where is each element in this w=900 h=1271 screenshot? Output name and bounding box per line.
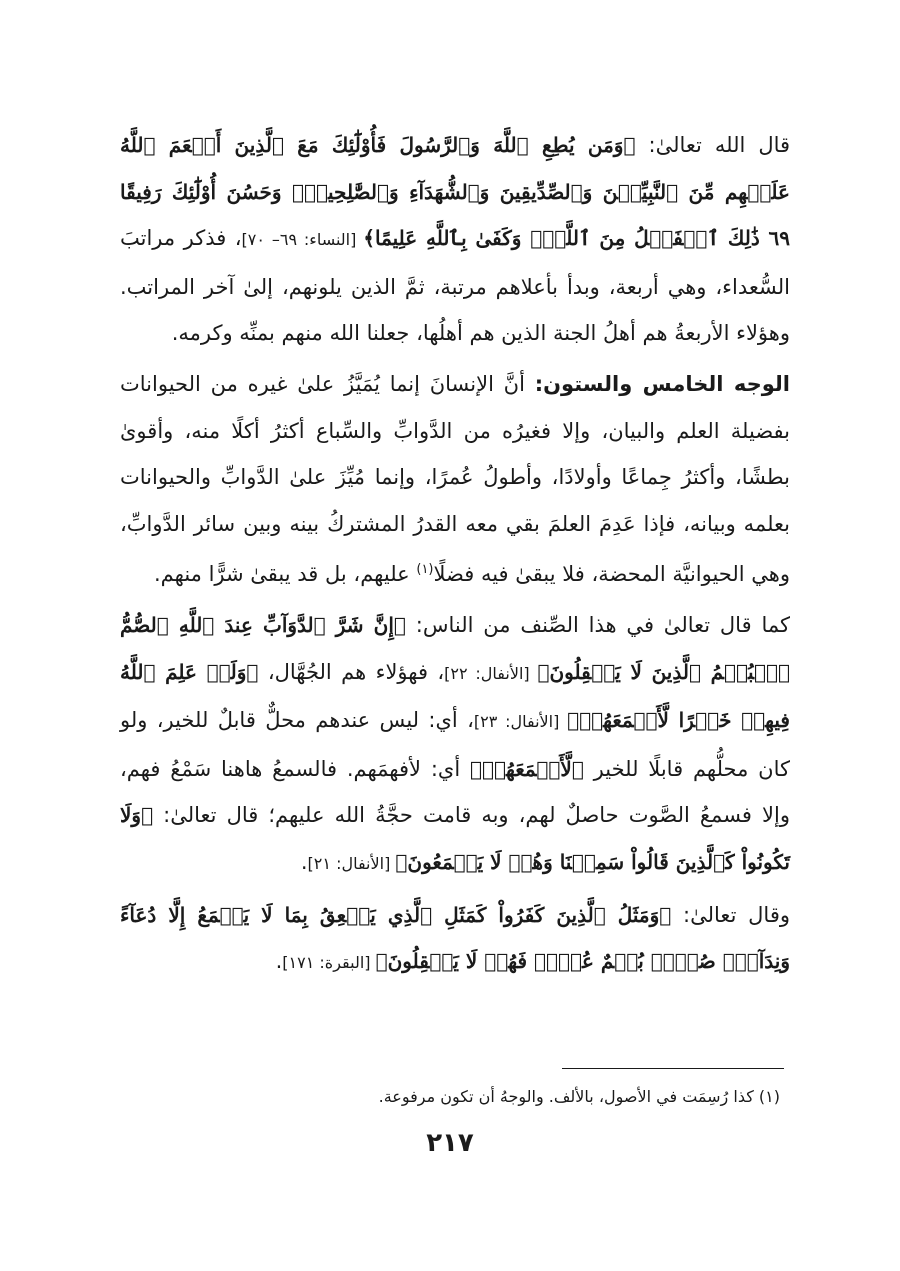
citation-anfal-23: [الأنفال: ٢٣] [473, 712, 568, 732]
paragraph-1-text: ، فذكر مراتبَ السُّعداء، وهي أربعة، وبدأ بأعلاهم مرتبة، ثمَّ الذين يلونهم، إلىٰ آخر المراتب. وهؤلاء الأربعةُ هم أهلُ الجنة الذين هم أهلُها، جعلنا الله منهم بمنِّه وكرمه. [120, 226, 790, 346]
quran-verse-baqara-171: ﴿وَمَثَلُ ٱلَّذِينَ كَفَرُواْ كَمَثَلِ ٱلَّذِي يَنۡعِقُ بِمَا لَا يَسۡمَعُ إِلَّا دُعَآءً وَنِدَآءًۚ صُمُّۢ بُكۡمٌ عُمۡيٞ فَهُمۡ لَا يَعۡقِلُونَ﴾ [120, 902, 790, 974]
citation-anfal-21: [الأنفال: ٢١] [307, 853, 396, 873]
quran-verse-anfal-23: ﴿وَلَوۡ عَلِمَ ٱللَّهُ فِيهِمۡ خَيۡرًا لَّأَسۡمَعَهُمۡ﴾ [120, 659, 790, 733]
paragraph-1-intro: قال الله تعالىٰ: [635, 133, 791, 157]
paragraph-2-text: أنَّ الإنسانَ إنما يُمَيَّزُ علىٰ غيره من الحيوانات بفضيلة العلم والبيان، وإلا فغيرُه من الدَّوابِّ والسِّباع أكثرُ أكلًا منه، وأقوىٰ بطشًا، وأكثرُ جِماعًا وأولادًا، وأطولُ عُمرًا، وإنما مُيِّزَ علىٰ الدَّوابِّ والحيوانات بعلمه وبيانه، فإذا عَدِمَ العلمَ بقي معه القدرُ المشتركُ بينه وبين سائر الدَّوابِّ، وهي الحيوانيَّة المحضة، فلا يبقىٰ فيه فضلًا [120, 371, 790, 587]
footnote-divider [562, 1068, 784, 1069]
paragraph-3 [120, 602, 790, 888]
citation-nisa: [النساء: ٦٩– ٧٠] [241, 230, 364, 250]
paragraph-3-text-4: أي: لأفهمَهم. فالسمعُ هاهنا سَمْعُ فهم، وإلا فسمعُ الصَّوت حاصلٌ لهم، وبه قامت حجَّةُ الله عليهم؛ قال تعالىٰ: [120, 756, 790, 828]
paragraph-2-text-end: عليهم، بل قد يبقىٰ شرًّا منهم. [154, 562, 417, 587]
paragraph-1 [120, 122, 790, 357]
paragraph-3-text-5: . [300, 849, 308, 874]
citation-baqara: [البقرة: ١٧١] [282, 953, 376, 973]
paragraph-3-text-2: ، فهؤلاء هم الجُهَّال، [258, 659, 445, 684]
footnote: (١) كذا رُسِمَت في الأصول، بالألف. والوجهُ أن تكون مرفوعة. [378, 1087, 780, 1106]
paragraph-4-text-1: وقال تعالىٰ: [671, 902, 790, 927]
quran-verse-anfal-21: ﴿وَلَا تَكُونُواْ كَٱلَّذِينَ قَالُواْ سَمِعۡنَا وَهُمۡ لَا يَسۡمَعُونَ﴾ [120, 803, 790, 874]
footnote-marker: (١) [416, 562, 434, 578]
quran-verse-nisa-69-70: ﴿وَمَن يُطِعِ ٱللَّهَ وَٱلرَّسُولَ فَأُوْلَٰٓئِكَ مَعَ ٱلَّذِينَ أَنۡعَمَ ٱللَّهُ عَلَيۡهِم مِّنَ ٱلنَّبِيِّـۧنَ وَٱلصِّدِّيقِينَ وَٱلشُّهَدَآءِ وَٱلصَّٰلِحِينَۚ وَحَسُنَ أُوْلَٰٓئِكَ رَفِيقًا ٦٩ ذَٰلِكَ ٱلۡفَضۡلُ مِنَ ٱللَّهِۚ وَكَفَىٰ بِٱللَّهِ عَلِيمًا﴾ [120, 133, 790, 251]
paragraph-4-text-2: . [275, 949, 283, 974]
citation-anfal-22: [الأنفال: ٢٢] [444, 663, 538, 683]
quran-verse-anfal-22: ﴿إِنَّ شَرَّ ٱلدَّوَآبِّ عِندَ ٱللَّهِ ٱلصُّمُّ ٱلۡبُكۡمُ ٱلَّذِينَ لَا يَعۡقِلُونَ﴾ [120, 612, 790, 684]
paragraph-3-text-1: كما قال تعالىٰ في هذا الصِّنف من الناس: [405, 612, 790, 637]
paragraph-4 [120, 892, 790, 987]
paragraph-2 [120, 361, 790, 598]
main-text [120, 122, 790, 987]
quran-word-la-asmaahum: ﴿لَّأَسۡمَعَهُمۡ﴾ [469, 756, 584, 781]
paragraph-3-text-3: ، أي: ليس عندهم محلٌّ قابلٌ للخير، ولو كان محلُّهم قابلًا للخير [120, 708, 790, 781]
section-heading: الوجه الخامس والستون: [534, 371, 790, 396]
page-number: ٢١٧ [426, 1128, 474, 1158]
